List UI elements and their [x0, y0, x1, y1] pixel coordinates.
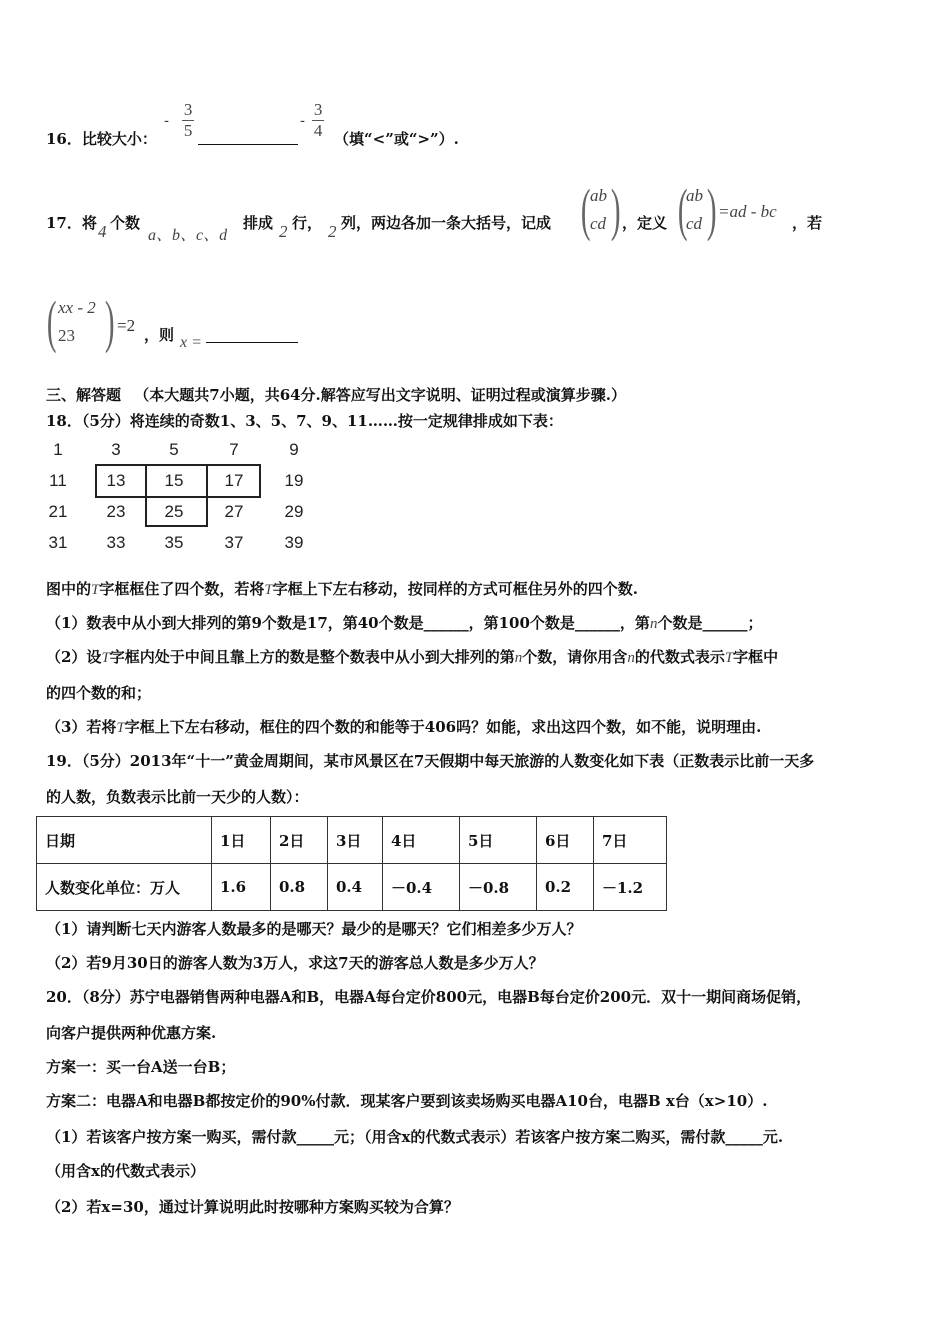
matrix-row-1: xx - 2 — [58, 298, 96, 317]
t-frame-divider — [206, 464, 208, 498]
text: （3）若将 — [46, 718, 117, 736]
grid-cell: 5 — [169, 440, 179, 459]
q17-num-2a: 2 — [279, 222, 288, 241]
table-cell: 4日 — [383, 817, 460, 864]
section-heading: 三、解答题 — [46, 386, 122, 404]
q20-stem-2: 向客户提供两种优惠方案. — [46, 1024, 217, 1042]
matrix-row-2: 23 — [58, 326, 75, 345]
var-T: T — [91, 582, 100, 598]
q18-stem: 18．（5分）将连续的奇数1、3、5、7、9、11……按一定规律排成如下表： — [46, 412, 563, 430]
text: （2）设 — [46, 648, 102, 666]
text: 个数是______； — [657, 614, 763, 632]
table-cell: 1日 — [212, 817, 271, 864]
matrix-row-2: cd — [686, 214, 703, 233]
grid-cell: 29 — [284, 502, 304, 521]
var-T: T — [116, 720, 125, 736]
grid-cell: 27 — [224, 502, 244, 521]
text: 字框上下左右移动，按同样的方式可框住另外的四个数. — [272, 580, 638, 598]
q19-part-1: （1）请判断七天内游客人数最多的是哪天？最少的是哪天？它们相差多少万人？ — [46, 920, 582, 938]
var-T: T — [264, 582, 273, 598]
q17-equals: =2 — [117, 316, 136, 335]
grid-cell: 15 — [164, 471, 184, 490]
numerator: 3 — [183, 100, 193, 119]
table-cell: 日期 — [37, 817, 212, 864]
q17-text-7: ，若 — [792, 214, 823, 232]
table-cell: 2日 — [271, 817, 328, 864]
grid-cell: 31 — [48, 533, 68, 552]
table-header-row — [37, 817, 667, 864]
q20-part-1-note: （用含x的代数式表示） — [46, 1162, 205, 1180]
grid-cell: 39 — [284, 533, 304, 552]
numerator: 3 — [313, 100, 323, 119]
text: 字框中 — [733, 648, 779, 666]
matrix-row-2: cd — [590, 214, 607, 233]
q18-part-2 — [46, 646, 778, 667]
grid-cell: 3 — [111, 440, 121, 459]
table-cell: 5日 — [460, 817, 537, 864]
q17-text-2: 个数 — [110, 214, 141, 232]
text: 字框框住了四个数，若将 — [99, 580, 265, 598]
table-cell: 3日 — [328, 817, 383, 864]
q17-text-3: 排成 — [243, 214, 274, 232]
grid-cell: 33 — [106, 533, 126, 552]
table-cell: 1.6 — [212, 864, 271, 911]
q17-text-5: 列，两边各加一条大括号，记成 — [341, 214, 552, 232]
grid-cell: 1 — [53, 440, 63, 459]
q18-description — [46, 578, 638, 599]
q19-stem-2: 的人数，负数表示比前一天少的人数）： — [46, 788, 309, 806]
tourist-change-table — [36, 816, 667, 911]
grid-cell: 35 — [164, 533, 184, 552]
q20-part-2: （2）若x=30，通过计算说明此时按哪种方案购买较为合算？ — [46, 1198, 459, 1216]
grid-cell: 13 — [106, 471, 126, 490]
grid-cell: 11 — [49, 471, 67, 490]
var-T: T — [724, 650, 734, 666]
grid-cell: 19 — [284, 471, 304, 490]
t-frame-stem — [145, 496, 208, 527]
table-cell: 6日 — [537, 817, 594, 864]
grid-cell: 9 — [289, 440, 299, 459]
q17-answer-blank[interactable] — [206, 328, 298, 343]
text: 字框上下左右移动，框住的四个数的和能等于406吗？如能，求出这四个数，如不能，说明理由. — [124, 718, 762, 736]
denominator: 5 — [183, 121, 193, 140]
q18-part-1 — [46, 612, 762, 633]
q19-part-2: （2）若9月30日的游客人数为3万人，求这7天的游客总人数是多少万人？ — [46, 954, 544, 972]
table-cell: 0.8 — [271, 864, 328, 911]
q19-stem-1: 19．（5分）2013年“十一”黄金周期间，某市风景区在7天假期中每天旅游的人数变化如下表（正数表示比前一天多 — [46, 752, 815, 770]
q16-answer-blank[interactable] — [198, 130, 298, 145]
grid-cell: 17 — [224, 471, 244, 490]
q17-num-4: 4 — [98, 222, 107, 241]
q18-part-3 — [46, 716, 761, 737]
q20-plan-2: 方案二：电器A和电器B都按定价的90%付款．现某客户要到该卖场购买电器A10台，电器B x台（x>10）. — [46, 1092, 768, 1110]
text: 字框内处于中间且靠上方的数是整个数表中从小到大排列的第 — [109, 648, 515, 666]
q17-vars: a、b、c、d — [148, 227, 228, 244]
minus-sign: - — [300, 111, 306, 130]
q18-part-2-line-2: 的四个数的和； — [46, 684, 152, 702]
section-note: （本大题共7小题，共64分.解答应写出文字说明、证明过程或演算步骤.） — [134, 386, 627, 404]
var-n: n — [514, 650, 523, 666]
q16-suffix: （填“<”或“>”）. — [334, 130, 459, 148]
q20-stem-1: 20．（8分）苏宁电器销售两种电器A和B，电器A每台定价800元，电器B每台定价200元．双十一期间商场促销， — [46, 988, 812, 1006]
grid-cell: 21 — [48, 502, 68, 521]
table-cell: 人数变化单位：万人 — [37, 864, 212, 911]
var-T: T — [101, 650, 110, 666]
q17-text-6: ，定义 — [622, 214, 668, 232]
q16-right-fraction — [300, 100, 324, 141]
q17-text-4: 行， — [292, 214, 323, 232]
t-frame-divider — [145, 464, 147, 498]
table-cell: 0.4 — [328, 864, 383, 911]
q17-text-1: 17．将 — [46, 214, 97, 232]
q16-left-fraction — [164, 100, 194, 141]
table-row — [37, 864, 667, 911]
q17-num-2b: 2 — [328, 222, 337, 241]
grid-cell: 37 — [224, 533, 244, 552]
minus-sign: - — [164, 111, 170, 130]
denominator: 4 — [313, 121, 323, 140]
table-cell: 7日 — [594, 817, 667, 864]
table-cell: －0.4 — [383, 864, 460, 911]
var-n: n — [649, 616, 658, 632]
table-cell: －0.8 — [460, 864, 537, 911]
matrix-row-1: ab — [686, 186, 703, 205]
q17-text-8: ，则 — [144, 326, 175, 344]
q20-plan-1: 方案一：买一台A送一台B； — [46, 1058, 236, 1076]
text: 图中的 — [46, 580, 92, 598]
q17-x-var: x = — [180, 334, 202, 351]
text: 个数，请你用含 — [522, 648, 628, 666]
grid-cell: 23 — [106, 502, 126, 521]
grid-cell: 7 — [229, 440, 239, 459]
text: 的代数式表示 — [634, 648, 725, 666]
q20-part-1: （1）若该客户按方案一购买，需付款_____元；（用含x的代数式表示）若该客户按方案二购买，需付款_____元. — [46, 1128, 784, 1146]
q17-definition: =ad - bc — [718, 202, 777, 221]
t-frame-top — [95, 464, 261, 498]
q16-prefix: 16．比较大小： — [46, 130, 157, 148]
text: （1）数表中从小到大排列的第9个数是17，第40个数是______，第100个数是______，第 — [46, 614, 650, 632]
table-cell: 0.2 — [537, 864, 594, 911]
section-title — [46, 384, 626, 405]
table-cell: －1.2 — [594, 864, 667, 911]
matrix-row-1: ab — [590, 186, 607, 205]
var-n: n — [627, 650, 635, 666]
grid-cell: 25 — [164, 502, 184, 521]
